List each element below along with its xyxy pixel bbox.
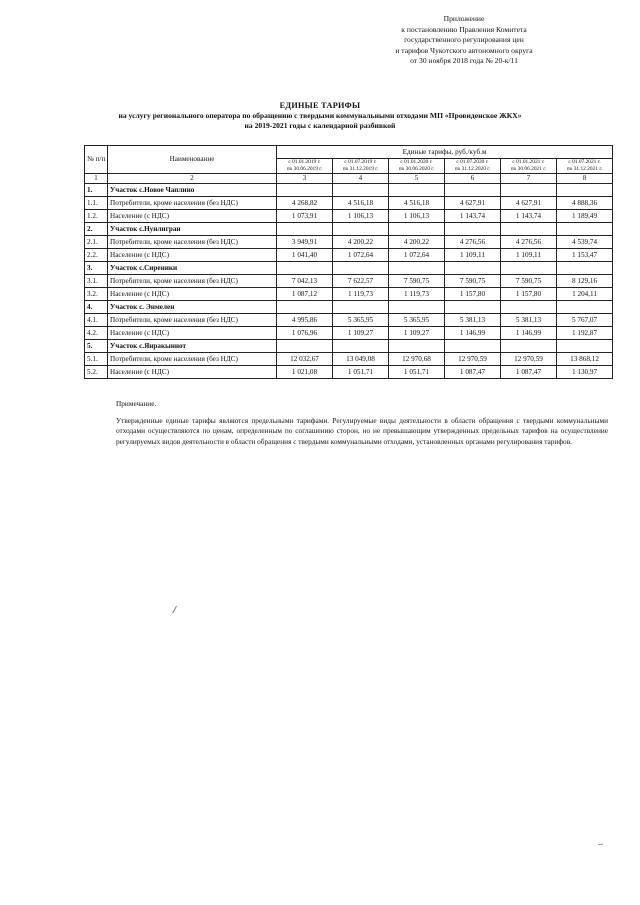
row-number: 1.1.: [85, 196, 108, 209]
tariff-value: 13 868,12: [557, 352, 613, 365]
tariff-value: 4 627,91: [445, 196, 501, 209]
column-number: 1: [85, 173, 108, 183]
section-title: Участок с. Энмелен: [108, 300, 277, 313]
section-title: Участок с.Янракыннот: [108, 339, 277, 352]
tariff-value: 1 157,80: [445, 287, 501, 300]
tariff-value: 7 590,75: [445, 274, 501, 287]
appendix-block: [344, 14, 584, 67]
tariff-value: 7 590,75: [501, 274, 557, 287]
note-text: Утвержденные единые тарифы являются предельными тарифами. Регулируемые виды деятельности в области обращения с твердыми коммунальными отходами осуществляются по ценам, определенным по соглашению сторон, но не превышающим утвержденных предельных тарифов на осуществление регулируемых видов деятельности в области обращения с твердыми коммунальными отходами, установленных органами регулирования тарифов.: [116, 415, 608, 446]
empty-cell: [333, 261, 389, 274]
tariff-value: 1 087,47: [501, 365, 557, 378]
edge-mark: [598, 844, 603, 845]
empty-cell: [277, 222, 333, 235]
period-line: с 01.01.2019 г.: [288, 159, 321, 165]
row-number: 4.1.: [85, 313, 108, 326]
tariff-value: 1 157,80: [501, 287, 557, 300]
section-number: 3.: [85, 261, 108, 274]
period-line: по 31.12.2020 г.: [454, 165, 491, 172]
header-period: [277, 159, 333, 174]
tariff-value: 7 622,57: [333, 274, 389, 287]
section-row: [85, 300, 613, 313]
column-number: 5: [389, 173, 445, 183]
row-name: Потребители, кроме населения (без НДС): [108, 352, 277, 365]
period-line: по 30.06.2019 г.: [286, 165, 323, 172]
section-title: Участок с.Сиреники: [108, 261, 277, 274]
period-line: с 01.07.2021 г.: [568, 159, 601, 165]
tariff-value: 1 204,11: [557, 287, 613, 300]
tariff-value: 1 146,99: [501, 326, 557, 339]
tariff-value: 1 109,27: [333, 326, 389, 339]
section-row: [85, 183, 613, 196]
period-line: с 01.07.2020 г.: [456, 159, 489, 165]
tariff-value: 1 073,91: [277, 209, 333, 222]
empty-cell: [277, 300, 333, 313]
header-period: [389, 159, 445, 174]
section-number: 1.: [85, 183, 108, 196]
row-number: 5.2.: [85, 365, 108, 378]
empty-cell: [501, 222, 557, 235]
empty-cell: [389, 261, 445, 274]
section-number: 4.: [85, 300, 108, 313]
row-number: 5.1.: [85, 352, 108, 365]
header-name: Наименование: [108, 146, 277, 174]
empty-cell: [445, 300, 501, 313]
tariff-value: 1 041,40: [277, 248, 333, 261]
tariff-table: [84, 145, 613, 379]
tariff-value: 12 032,67: [277, 352, 333, 365]
tariff-value: 1 106,13: [333, 209, 389, 222]
empty-cell: [501, 300, 557, 313]
tariff-value: 1 109,11: [445, 248, 501, 261]
tariff-value: 4 888,36: [557, 196, 613, 209]
tariff-value: 1 072,64: [389, 248, 445, 261]
tariff-value: 1 106,13: [389, 209, 445, 222]
appendix-line: и тарифов Чукотского автономного округа: [395, 45, 533, 55]
row-number: 2.1.: [85, 235, 108, 248]
period-line: с 01.07.2019 г.: [344, 159, 377, 165]
tariff-value: 7 590,75: [389, 274, 445, 287]
empty-cell: [389, 222, 445, 235]
tariff-value: 4 516,18: [333, 196, 389, 209]
tariff-value: 1 143,74: [501, 209, 557, 222]
empty-cell: [277, 261, 333, 274]
table-row: [85, 274, 613, 287]
row-number: 3.2.: [85, 287, 108, 300]
row-name: Потребители, кроме населения (без НДС): [108, 235, 277, 248]
row-name: Население (с НДС): [108, 209, 277, 222]
tariff-value: 1 051,71: [389, 365, 445, 378]
tariff-value: 12 970,59: [445, 352, 501, 365]
section-row: [85, 261, 613, 274]
empty-cell: [277, 183, 333, 196]
row-name: Население (с НДС): [108, 287, 277, 300]
header-number: № п/п: [85, 146, 108, 174]
empty-cell: [501, 339, 557, 352]
tariff-value: 1 146,99: [445, 326, 501, 339]
empty-cell: [333, 183, 389, 196]
row-number: 3.1.: [85, 274, 108, 287]
empty-cell: [445, 183, 501, 196]
header-period: [501, 159, 557, 174]
tariff-value: 4 276,56: [445, 235, 501, 248]
tariff-value: 12 970,68: [389, 352, 445, 365]
empty-cell: [557, 300, 613, 313]
tariff-value: 1 087,12: [277, 287, 333, 300]
table-row: [85, 209, 613, 222]
tariff-value: 8 129,16: [557, 274, 613, 287]
table-row: [85, 248, 613, 261]
row-number: 4.2.: [85, 326, 108, 339]
tariff-value: 5 365,95: [333, 313, 389, 326]
tariff-value: 4 539,74: [557, 235, 613, 248]
section-number: 5.: [85, 339, 108, 352]
empty-cell: [333, 300, 389, 313]
column-number: 2: [108, 173, 277, 183]
row-name: Потребители, кроме населения (без НДС): [108, 274, 277, 287]
row-name: Потребители, кроме населения (без НДС): [108, 313, 277, 326]
empty-cell: [389, 339, 445, 352]
column-number: 7: [501, 173, 557, 183]
tariff-value: 4 627,91: [501, 196, 557, 209]
document-subtitle: на услугу регионального оператора по обращению с твердыми коммунальными отходами МП «Провиденское ЖКХ»: [118, 111, 522, 120]
period-line: по 31.12.2021 г.: [566, 165, 603, 172]
period-line: по 30.06.2021 г.: [510, 165, 547, 172]
row-name: Потребители, кроме населения (без НДС): [108, 196, 277, 209]
tariff-value: 13 049,08: [333, 352, 389, 365]
tariff-value: 1 076,96: [277, 326, 333, 339]
empty-cell: [389, 183, 445, 196]
appendix-line: к постановлению Правления Комитета: [401, 24, 527, 34]
row-name: Население (с НДС): [108, 248, 277, 261]
tariff-value: 4 268,82: [277, 196, 333, 209]
tariff-value: 1 087,47: [445, 365, 501, 378]
empty-cell: [557, 183, 613, 196]
tariff-value: 1 119,73: [389, 287, 445, 300]
note-title: Примечание.: [116, 399, 157, 408]
empty-cell: [557, 222, 613, 235]
column-number: 4: [333, 173, 389, 183]
section-row: [85, 339, 613, 352]
table-row: [85, 365, 613, 378]
tariff-value: 1 072,64: [333, 248, 389, 261]
table-row: [85, 287, 613, 300]
tariff-value: 1 189,49: [557, 209, 613, 222]
tariff-value: 4 200,22: [333, 235, 389, 248]
header-period: [333, 159, 389, 174]
empty-cell: [445, 222, 501, 235]
table-row: [85, 196, 613, 209]
tariff-value: 5 381,13: [445, 313, 501, 326]
tariff-value: 1 051,71: [333, 365, 389, 378]
row-name: Население (с НДС): [108, 365, 277, 378]
tariff-value: 7 042,13: [277, 274, 333, 287]
tariff-value: 3 949,91: [277, 235, 333, 248]
header-period: [557, 159, 613, 174]
section-title: Участок с.Новое Чаплино: [108, 183, 277, 196]
tariff-value: 4 276,56: [501, 235, 557, 248]
row-name: Население (с НДС): [108, 326, 277, 339]
document-title: ЕДИНЫЕ ТАРИФЫ: [279, 101, 361, 110]
empty-cell: [501, 183, 557, 196]
section-row: [85, 222, 613, 235]
column-number: 8: [557, 173, 613, 183]
table-row: [85, 313, 613, 326]
empty-cell: [501, 261, 557, 274]
document-period: на 2019-2021 годы с календарной разбивкой: [244, 121, 396, 130]
tariff-value: 5 381,13: [501, 313, 557, 326]
tariff-value: 1 192,87: [557, 326, 613, 339]
tariff-value: 1 143,74: [445, 209, 501, 222]
period-line: с 01.01.2021 г.: [512, 159, 545, 165]
tariff-value: 12 970,59: [501, 352, 557, 365]
period-line: с 01.01.2020 г.: [400, 159, 433, 165]
tariff-value: 1 119,73: [333, 287, 389, 300]
tariff-value: 1 130,97: [557, 365, 613, 378]
tariff-value: 5 365,95: [389, 313, 445, 326]
tariff-value: 4 995,86: [277, 313, 333, 326]
period-line: по 31.12.2019 г.: [342, 165, 379, 172]
column-number: 3: [277, 173, 333, 183]
appendix-line: государственного регулирования цен: [404, 35, 524, 45]
empty-cell: [333, 222, 389, 235]
period-line: по 30.06.2020 г.: [398, 165, 435, 172]
section-number: 2.: [85, 222, 108, 235]
document-heading: [80, 101, 560, 131]
appendix-line: Приложение: [443, 14, 485, 23]
empty-cell: [333, 339, 389, 352]
row-number: 2.2.: [85, 248, 108, 261]
tariff-value: 1 109,11: [501, 248, 557, 261]
table-row: [85, 326, 613, 339]
table-row: [85, 352, 613, 365]
tariff-value: 5 767,07: [557, 313, 613, 326]
tariff-value: 4 200,22: [389, 235, 445, 248]
tariff-value: 1 021,08: [277, 365, 333, 378]
empty-cell: [389, 300, 445, 313]
header-tariffs: Единые тарифы, руб./куб.м: [277, 146, 613, 159]
tariff-value: 4 516,18: [389, 196, 445, 209]
pen-mark: [172, 606, 178, 614]
empty-cell: [557, 339, 613, 352]
section-title: Участок с.Нунлигран: [108, 222, 277, 235]
column-number-row: [85, 173, 613, 183]
tariff-value: 1 153,47: [557, 248, 613, 261]
row-number: 1.2.: [85, 209, 108, 222]
empty-cell: [277, 339, 333, 352]
header-period: [445, 159, 501, 174]
table-row: [85, 235, 613, 248]
tariff-value: 1 109,27: [389, 326, 445, 339]
appendix-line: от 30 ноября 2018 года № 20-к/11: [410, 56, 518, 66]
empty-cell: [557, 261, 613, 274]
column-number: 6: [445, 173, 501, 183]
note-block: [116, 399, 608, 447]
empty-cell: [445, 261, 501, 274]
empty-cell: [445, 339, 501, 352]
